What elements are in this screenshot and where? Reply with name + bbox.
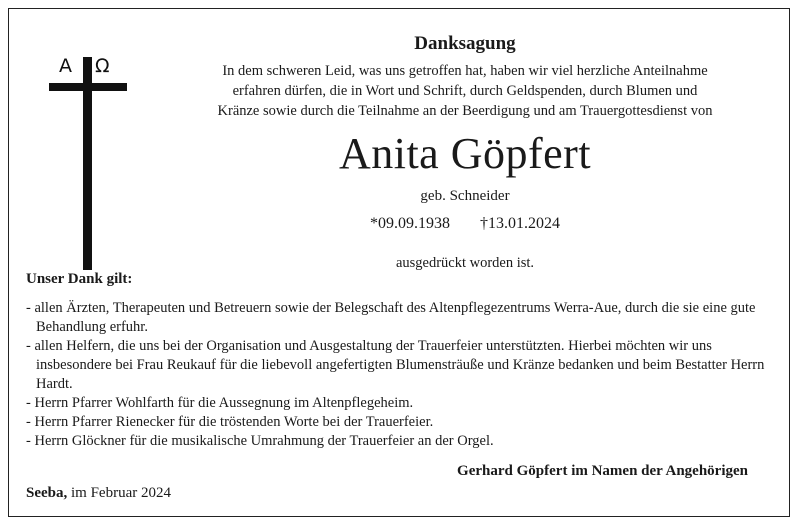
death-cross-icon: † xyxy=(480,215,488,232)
intro-line: Kränze sowie durch die Teilnahme an der Beerdigung und am Trauergottesdienst von xyxy=(217,103,713,119)
list-item: - Herrn Glöckner für die musikalische Umrahmung der Trauerfeier an der Orgel. xyxy=(26,432,766,451)
birth-name: geb. Schneider xyxy=(420,188,510,204)
list-item: - Herrn Pfarrer Rienecker für die tröstenden Worte bei der Trauerfeier. xyxy=(26,413,766,432)
intro-line: In dem schweren Leid, was uns getroffen hat, haben wir viel herzliche Anteilnahme xyxy=(222,63,708,79)
notice-title: Danksagung xyxy=(414,33,516,54)
intro-text xyxy=(180,61,750,121)
deceased-name: Anita Göpfert xyxy=(338,129,592,178)
thanks-list xyxy=(26,299,766,451)
intro-line: erfahren dürfen, die in Wort und Schrift, durch Geldspenden, durch Blumen und xyxy=(232,83,698,99)
expressed-text: ausgedrückt worden ist. xyxy=(395,255,535,271)
thanks-heading: Unser Dank gilt: xyxy=(26,271,133,287)
death-date: 13.01.2024 xyxy=(488,215,560,232)
life-dates xyxy=(180,215,750,233)
cross-icon xyxy=(45,55,155,270)
place-date xyxy=(26,485,171,502)
signature: Gerhard Göpfert im Namen der Angehörigen xyxy=(457,463,748,479)
birth-star-icon: * xyxy=(370,215,378,232)
list-item: - allen Ärzten, Therapeuten und Betreuern sowie der Belegschaft des Altenpflegezentrums Werra-Aue, durch die sie eine gute Behandlung erfuhr. xyxy=(26,299,766,337)
birth-date: 09.09.1938 xyxy=(378,215,450,232)
list-item: - allen Helfern, die uns bei der Organisation und Ausgestaltung der Trauerfeier unterstützten. Hierbei möchten wir uns insbesondere bei Frau Reukauf für die liebevoll angefertigten Blumensträuße und Kränze bedanken und beim Bestatter Herrn Hardt. xyxy=(26,337,766,394)
cross-shape xyxy=(45,55,155,270)
list-item: - Herrn Pfarrer Wohlfarth für die Aussegnung im Altenpflegeheim. xyxy=(26,394,766,413)
omega-symbol: Ω xyxy=(95,55,110,77)
date: im Februar 2024 xyxy=(71,485,171,501)
place: Seeba, xyxy=(26,485,68,501)
alpha-symbol: A xyxy=(59,55,72,77)
